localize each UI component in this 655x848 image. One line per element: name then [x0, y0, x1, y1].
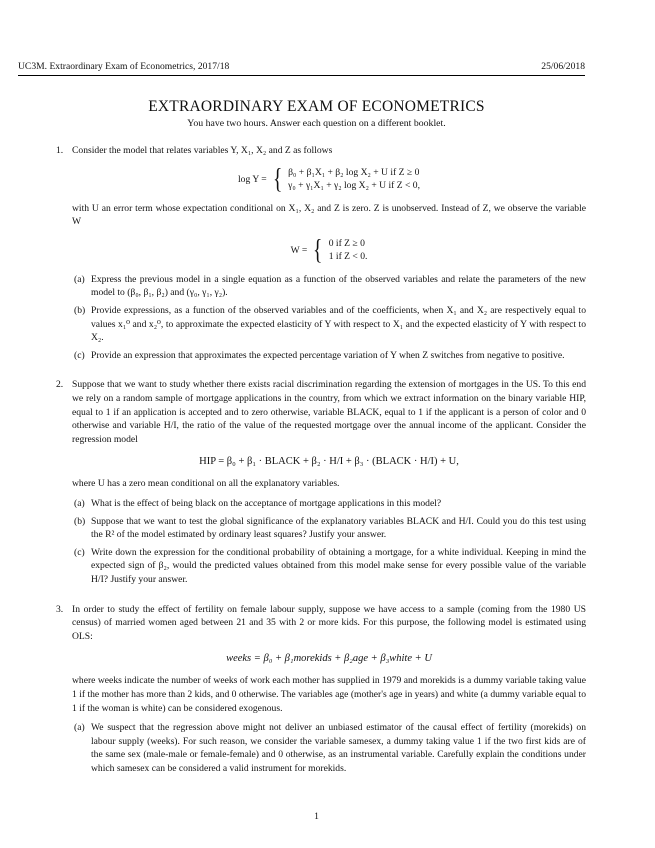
equation-case-1: 0 if Z ≥ 0 [328, 237, 365, 249]
question-2 [56, 378, 586, 586]
question-3 [56, 603, 586, 776]
regression-equation: HIP = β₀ + β₁ · BLACK + β₂ · H/I + β₃ · (BLACK · H/I) + U, [199, 455, 459, 467]
sub-question-label: (c) [74, 349, 85, 361]
question-intro: Suppose that we want to study whether there exists racial discrimination regarding the extension of mortgages in the US. To this end we rely on a random sample of mortgage applications in the country, from which we extract information on the binary variable HIP, equal to 1 if an application is accepted and to zero otherwise, variable BLACK, equal to 1 if the applicant is a person of color and 0 otherwise and variable H/I, the ratio of the value of the requested mortgage over the annual income of the applicant. Consider the regression model [72, 379, 586, 445]
equation-case-2: 1 if Z < 0. [328, 250, 368, 262]
sub-question-label: (a) [74, 273, 85, 285]
ols-equation: weeks = β₀ + β₁morekids + β₂age + β₃white + U [226, 652, 432, 664]
question-middle: where weeks indicate the number of weeks of work each mother has supplied in 1979 and morekids is a dummy variable taking value 1 if the mother has more than 2 kids, and 0 otherwise. The variables age (mother's age in years) and white (a dummy variable equal to 1 if the woman is white) can be considered exogenous. [72, 675, 586, 714]
left-brace: { [272, 163, 283, 195]
equation-lhs: log Y = [238, 173, 267, 185]
sub-question-text: Provide an expression that approximates the expected percentage variation of Y when Z switches from negative to positive. [91, 349, 565, 361]
question-middle: with U an error term whose expectation conditional on X₁, X₂ and Z is zero. Z is unobserved. Instead of Z, we observe the variable W [72, 202, 586, 228]
left-brace: { [313, 234, 323, 266]
header-course: UC3M. Extraordinary Exam of Econometrics, 2017/18 [18, 61, 230, 72]
equation-lhs: W = [290, 245, 308, 257]
sub-question-label: (b) [74, 515, 86, 527]
sub-question-list [72, 721, 586, 775]
header-rule [18, 75, 585, 76]
sub-question-label: (b) [74, 305, 86, 317]
question-number: 3. [56, 603, 64, 615]
exam-body [56, 144, 586, 780]
question-number: 1. [56, 145, 64, 156]
sub-question [72, 349, 586, 363]
sub-question [72, 721, 586, 775]
equation-case-2: γ₀ + γ₁X₁ + γ₂ log X₂ + U if Z < 0, [288, 179, 420, 191]
sub-question-text: We suspect that the regression above might not deliver an unbiased estimator of the causal effect of fertility (morekids) on labour supply (weeks). For such reason, we consider the variable samesex, a dummy taking value 1 if the two first kids are of the same sex (male-male or female-female) and 0 otherwise, as an instrumental variable. Carefully explain the conditions under which samesex can be considered a valid instrument for morekids. [91, 722, 586, 775]
sub-question-label: (a) [74, 722, 85, 734]
sub-question-text: Suppose that we want to test the global significance of the explanatory variables BLACK and H/I. Could you do this test using the R² of the model estimated by ordinary least squares? Justify your answer. [91, 515, 586, 541]
question-intro: Consider the model that relates variables Y, X₁, X₂ and Z as follows [72, 145, 333, 156]
sub-question [72, 497, 586, 511]
question-number: 2. [56, 379, 64, 391]
w-definition [72, 234, 586, 266]
sub-question [72, 304, 586, 345]
sub-question-text: What is the effect of being black on the acceptance of mortgage applications in this model? [91, 498, 442, 510]
page-header [18, 60, 585, 74]
sub-question [72, 273, 586, 300]
question-1 [56, 144, 586, 362]
exam-instructions: You have two hours. Answer each question on a different booklet. [187, 118, 446, 129]
sub-question [72, 546, 586, 587]
header-date: 25/06/2018 [541, 61, 585, 72]
sub-question-list [72, 497, 586, 587]
exam-title: EXTRAORDINARY EXAM OF ECONOMETRICS [148, 98, 485, 115]
sub-question-text: Provide expressions, as a function of the observed variables and of the coefficients, when X₁ and X₂ are respectively equal to values x₁⁰ and x₂⁰, to approximate the expected elasticity of Y with respect to X₁ and the expected elasticity of Y with respect to X₂. [91, 305, 586, 344]
sub-question-list [72, 273, 586, 363]
equation-case-1: β₀ + β₁X₁ + β₂ log X₂ + U if Z ≥ 0 [288, 166, 420, 178]
sub-question [72, 515, 586, 542]
page-number: 1 [314, 811, 319, 822]
model-equation [72, 163, 586, 195]
question-middle: where U has a zero mean conditional on all the explanatory variables. [72, 478, 340, 490]
sub-question-label: (a) [74, 498, 85, 510]
sub-question-label: (c) [74, 546, 85, 558]
sub-question-text: Write down the expression for the conditional probability of obtaining a mortgage, for a white individual. Keeping in mind the expected sign of β₂, would the predicted values obtained from this model make sense for every possible value of the variable H/I? Justify your answer. [91, 546, 586, 586]
sub-question-text: Express the previous model in a single equation as a function of the observed variables and relate the parameters of the new model to (β₀, β₁, β₂) and (γ₀, γ₁, γ₂). [91, 273, 586, 299]
question-intro: In order to study the effect of fertility on female labour supply, suppose we have access to a sample (coming from the 1980 US census) of married women aged between 21 and 35 with 2 or more kids. For this purpose, the following model is estimated using OLS: [72, 603, 586, 642]
